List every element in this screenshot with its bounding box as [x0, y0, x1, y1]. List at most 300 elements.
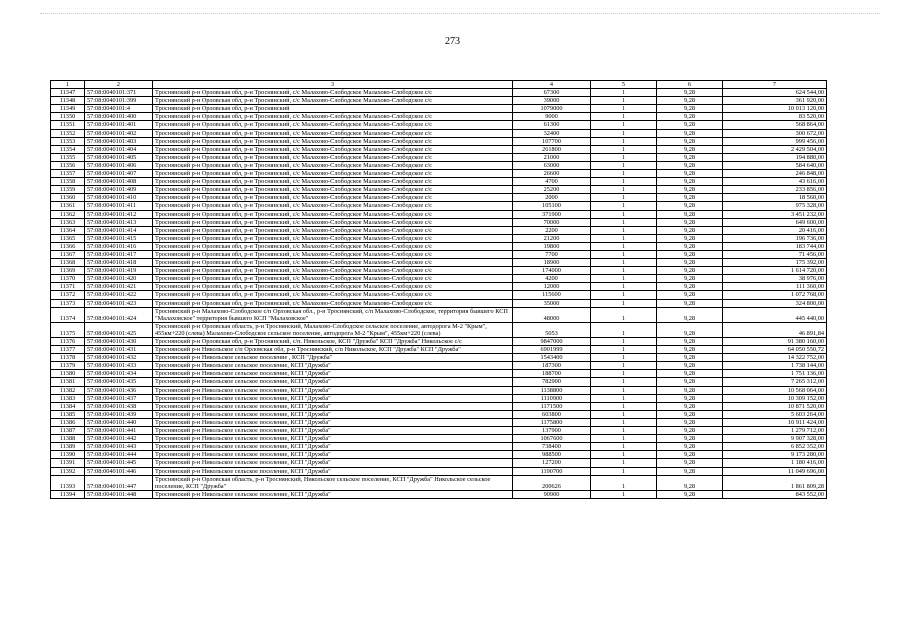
- row-number: 11369: [51, 267, 85, 275]
- table-row: [51, 218, 827, 226]
- register-table: [50, 80, 827, 499]
- address-cell: Троснянский р-н Орловская обл, р-н Троснянский, с/с Малахово-Слободское Малахово-Слободское с/с: [153, 186, 513, 194]
- table-row: [51, 490, 827, 498]
- cadastral-number: 57:08:0040101:416: [85, 242, 153, 250]
- row-number: 11361: [51, 202, 85, 210]
- count-cell: 1: [591, 97, 657, 105]
- table-row: [51, 226, 827, 234]
- address-cell: Троснянский р-н Никольское сельское поселение, КСП "Дружба": [153, 362, 513, 370]
- count-cell: 1: [591, 267, 657, 275]
- address-cell: Троснянский р-н Орловская обл, р-н Троснянский, с/с Малахово-Слободское Малахово-Слободское с/с: [153, 275, 513, 283]
- value-cell: 1 279 712,00: [723, 427, 827, 435]
- table-row: [51, 459, 827, 467]
- rate-cell: 9,28: [657, 121, 723, 129]
- area-cell: 1079000: [513, 105, 591, 113]
- table-row: [51, 338, 827, 346]
- table-row: [51, 275, 827, 283]
- value-cell: 649 600,00: [723, 218, 827, 226]
- rate-cell: 9,28: [657, 170, 723, 178]
- area-cell: 738400: [513, 443, 591, 451]
- row-number: 11372: [51, 291, 85, 299]
- rate-cell: 9,28: [657, 467, 723, 475]
- address-cell: Троснянский р-н Орловская область, р-н Троснянский, Никольское сельское поселение, КСП "Дружба" Никольское сельское поселение, КСП "Дружба": [153, 475, 513, 490]
- cadastral-number: 57:08:0040101:436: [85, 386, 153, 394]
- row-number: 11358: [51, 178, 85, 186]
- rate-cell: 9,28: [657, 354, 723, 362]
- rate-cell: 9,28: [657, 234, 723, 242]
- address-cell: Троснянский р-н Никольское сельское поселение, КСП "Дружба": [153, 378, 513, 386]
- row-number: 11354: [51, 145, 85, 153]
- scan-artifact-line: [40, 13, 880, 16]
- value-cell: 175 392,00: [723, 259, 827, 267]
- table-row: [51, 113, 827, 121]
- address-cell: Троснянский р-н Никольское сельское поселение, КСП "Дружба": [153, 410, 513, 418]
- address-cell: Троснянский р-н Орловская обл, р-н Троснянский, с/с Малахово-Слободское Малахово-Слободское с/с: [153, 137, 513, 145]
- cadastral-number: 57:08:0040101:433: [85, 362, 153, 370]
- cadastral-number: 57:08:0040101:430: [85, 338, 153, 346]
- cadastral-number: 57:08:0040101:437: [85, 394, 153, 402]
- address-cell: Троснянский р-н Орловская обл, р-н Троснянский, с/с Малахово-Слободское Малахово-Слободское с/с: [153, 226, 513, 234]
- count-cell: 1: [591, 418, 657, 426]
- address-cell: Троснянский р-н Орловская область, р-н Троснянский, Малахово-Слободское сельское поселение, автодорога М-2 "Крым", 455км+220 (слева) Малахово-Слободское сельское поселение, автодорога М-2 "Крым", 455км+220 (слева): [153, 322, 513, 337]
- rate-cell: 9,28: [657, 178, 723, 186]
- area-cell: 5053: [513, 322, 591, 337]
- area-cell: 261800: [513, 145, 591, 153]
- table-row: [51, 370, 827, 378]
- value-cell: 1 180 416,00: [723, 459, 827, 467]
- row-number: 11384: [51, 402, 85, 410]
- value-cell: 624 544,00: [723, 89, 827, 97]
- area-cell: 1543400: [513, 354, 591, 362]
- address-cell: Троснянский р-н Орловская обл, р-н Троснянский, с/с Малахово-Слободское Малахово-Слободское с/с: [153, 202, 513, 210]
- cadastral-number: 57:08:0040101:424: [85, 307, 153, 322]
- cadastral-number: 57:08:0040101:401: [85, 121, 153, 129]
- address-cell: Троснянский р-н Никольское сельское поселение, КСП "Дружба": [153, 451, 513, 459]
- rate-cell: 9,28: [657, 113, 723, 121]
- column-header: 6: [657, 81, 723, 89]
- area-cell: 187300: [513, 362, 591, 370]
- rate-cell: 9,28: [657, 307, 723, 322]
- cadastral-number: 57:08:0040101:4: [85, 105, 153, 113]
- rate-cell: 9,28: [657, 435, 723, 443]
- table-row: [51, 145, 827, 153]
- area-cell: 1110900: [513, 394, 591, 402]
- row-number: 11359: [51, 186, 85, 194]
- table-row: [51, 451, 827, 459]
- area-cell: 2200: [513, 226, 591, 234]
- count-cell: 1: [591, 410, 657, 418]
- count-cell: 1: [591, 338, 657, 346]
- cadastral-number: 57:08:0040101:431: [85, 346, 153, 354]
- count-cell: 1: [591, 153, 657, 161]
- value-cell: 10 309 152,00: [723, 394, 827, 402]
- count-cell: 1: [591, 443, 657, 451]
- count-cell: 1: [591, 346, 657, 354]
- count-cell: 1: [591, 490, 657, 498]
- cadastral-number: 57:08:0040101:400: [85, 113, 153, 121]
- table-row: [51, 210, 827, 218]
- value-cell: 1 751 136,00: [723, 370, 827, 378]
- value-cell: 111 360,00: [723, 283, 827, 291]
- value-cell: 1 861 809,28: [723, 475, 827, 490]
- table-header-row: [51, 81, 827, 89]
- row-number: 11390: [51, 451, 85, 459]
- row-number: 11387: [51, 427, 85, 435]
- address-cell: Троснянский р-н Малахово-Слободское с/п Орловская обл., р-н Троснянский, с/п Малахово-Слободское, территория бывшего КСП "Малаховское" территория бывшего КСП "Малаховское": [153, 307, 513, 322]
- cadastral-number: 57:08:0040101:418: [85, 259, 153, 267]
- count-cell: 1: [591, 129, 657, 137]
- cadastral-number: 57:08:0040101:434: [85, 370, 153, 378]
- count-cell: 1: [591, 386, 657, 394]
- count-cell: 1: [591, 218, 657, 226]
- count-cell: 1: [591, 105, 657, 113]
- address-cell: Троснянский р-н Орловская обл, р-н Троснянский, с/с Малахово-Слободское Малахово-Слободское с/с: [153, 234, 513, 242]
- area-cell: 35000: [513, 299, 591, 307]
- column-header: 2: [85, 81, 153, 89]
- row-number: 11368: [51, 259, 85, 267]
- rate-cell: 9,28: [657, 402, 723, 410]
- address-cell: Троснянский р-н Орловская обл, р-н Троснянский, с/с Малахово-Слободское Малахово-Слободское с/с: [153, 299, 513, 307]
- address-cell: Троснянский р-н Орловская обл, р-н Троснянский, с/с Малахово-Слободское Малахово-Слободское с/с: [153, 267, 513, 275]
- area-cell: 21000: [513, 153, 591, 161]
- rate-cell: 9,28: [657, 186, 723, 194]
- area-cell: 1067600: [513, 435, 591, 443]
- cadastral-number: 57:08:0040101:445: [85, 459, 153, 467]
- table-row: [51, 418, 827, 426]
- row-number: 11353: [51, 137, 85, 145]
- value-cell: 843 552,00: [723, 490, 827, 498]
- count-cell: 1: [591, 427, 657, 435]
- value-cell: 196 736,00: [723, 234, 827, 242]
- address-cell: Троснянский р-н Никольское сельское поселение, КСП "Дружба": [153, 443, 513, 451]
- count-cell: 1: [591, 250, 657, 258]
- row-number: 11381: [51, 378, 85, 386]
- count-cell: 1: [591, 370, 657, 378]
- value-cell: 246 848,00: [723, 170, 827, 178]
- count-cell: 1: [591, 121, 657, 129]
- table-row: [51, 105, 827, 113]
- row-number: 11349: [51, 105, 85, 113]
- row-number: 11347: [51, 89, 85, 97]
- cadastral-number: 57:08:0040101:422: [85, 291, 153, 299]
- row-number: 11371: [51, 283, 85, 291]
- cadastral-number: 57:08:0040101:448: [85, 490, 153, 498]
- rate-cell: 9,28: [657, 129, 723, 137]
- area-cell: 2000: [513, 194, 591, 202]
- count-cell: 1: [591, 475, 657, 490]
- rate-cell: 9,28: [657, 250, 723, 258]
- rate-cell: 9,28: [657, 226, 723, 234]
- count-cell: 1: [591, 307, 657, 322]
- count-cell: 1: [591, 194, 657, 202]
- value-cell: 9 907 328,00: [723, 435, 827, 443]
- area-cell: 174000: [513, 267, 591, 275]
- cadastral-number: 57:08:0040101:440: [85, 418, 153, 426]
- area-cell: 39000: [513, 97, 591, 105]
- address-cell: Троснянский р-н Никольское сельское поселение , КСП "Дружба": [153, 354, 513, 362]
- address-cell: Троснянский р-н Орловская обл, р-н Троснянский, с/с Малахово-Слободское Малахово-Слободское с/с: [153, 259, 513, 267]
- value-cell: 83 520,00: [723, 113, 827, 121]
- row-number: 11392: [51, 467, 85, 475]
- address-cell: Троснянский р-н Орловская обл, р-н Троснянский, с/с Малахово-Слободское Малахово-Слободское с/с: [153, 97, 513, 105]
- rate-cell: 9,28: [657, 259, 723, 267]
- cadastral-number: 57:08:0040101:412: [85, 210, 153, 218]
- table-row: [51, 170, 827, 178]
- address-cell: Троснянский р-н Орловская обл, р-н Троснянский, с/с Малахово-Слободское Малахово-Слободское с/с: [153, 129, 513, 137]
- count-cell: 1: [591, 394, 657, 402]
- area-cell: 9847000: [513, 338, 591, 346]
- value-cell: 5 603 264,00: [723, 410, 827, 418]
- rate-cell: 9,28: [657, 275, 723, 283]
- value-cell: 10 013 120,00: [723, 105, 827, 113]
- rate-cell: 9,28: [657, 97, 723, 105]
- value-cell: 43 616,00: [723, 178, 827, 186]
- table-row: [51, 129, 827, 137]
- address-cell: Троснянский р-н Никольское сельское поселение, КСП "Дружба": [153, 435, 513, 443]
- row-number: 11350: [51, 113, 85, 121]
- cadastral-number: 57:08:0040101:406: [85, 161, 153, 169]
- rate-cell: 9,28: [657, 362, 723, 370]
- cadastral-number: 57:08:0040101:420: [85, 275, 153, 283]
- table-row: [51, 299, 827, 307]
- row-number: 11363: [51, 218, 85, 226]
- address-cell: Троснянский р-н Никольское сельское поселение, КСП "Дружба": [153, 490, 513, 498]
- area-cell: 200626: [513, 475, 591, 490]
- count-cell: 1: [591, 291, 657, 299]
- value-cell: 1 614 720,00: [723, 267, 827, 275]
- value-cell: 324 800,00: [723, 299, 827, 307]
- area-cell: 90900: [513, 490, 591, 498]
- row-number: 11374: [51, 307, 85, 322]
- table-row: [51, 121, 827, 129]
- address-cell: Троснянский р-н Орловская обл, р-н Троснянский, с/п. Никольское, КСП "Дружба" КСП "Дружба" Никольское с/с: [153, 338, 513, 346]
- value-cell: 361 920,00: [723, 97, 827, 105]
- row-number: 11366: [51, 242, 85, 250]
- table-row: [51, 435, 827, 443]
- count-cell: 1: [591, 178, 657, 186]
- value-cell: 91 380 160,00: [723, 338, 827, 346]
- area-cell: 48000: [513, 307, 591, 322]
- area-cell: 988500: [513, 451, 591, 459]
- area-cell: 1175800: [513, 418, 591, 426]
- cadastral-number: 57:08:0040101:447: [85, 475, 153, 490]
- table-row: [51, 178, 827, 186]
- table-body: [51, 89, 827, 499]
- rate-cell: 9,28: [657, 161, 723, 169]
- rate-cell: 9,28: [657, 443, 723, 451]
- rate-cell: 9,28: [657, 89, 723, 97]
- rate-cell: 9,28: [657, 490, 723, 498]
- address-cell: Троснянский р-н Орловская обл, р-н Троснянский, с/с Малахово-Слободское Малахово-Слободское с/с: [153, 145, 513, 153]
- address-cell: Троснянский р-н Орловская обл, р-н Троснянский, с/с Малахово-Слободское Малахово-Слободское с/с: [153, 161, 513, 169]
- row-number: 11348: [51, 97, 85, 105]
- rate-cell: 9,28: [657, 346, 723, 354]
- area-cell: 1171500: [513, 402, 591, 410]
- value-cell: 975 328,00: [723, 202, 827, 210]
- area-cell: 32400: [513, 129, 591, 137]
- address-cell: Троснянский р-н Орловская обл, р-н Троснянский: [153, 105, 513, 113]
- rate-cell: 9,28: [657, 418, 723, 426]
- count-cell: 1: [591, 459, 657, 467]
- count-cell: 1: [591, 89, 657, 97]
- cadastral-number: 57:08:0040101:409: [85, 186, 153, 194]
- table-row: [51, 443, 827, 451]
- rate-cell: 9,28: [657, 202, 723, 210]
- cadastral-number: 57:08:0040101:371: [85, 89, 153, 97]
- area-cell: 9000: [513, 113, 591, 121]
- address-cell: Троснянский р-н Никольское сельское поселение, КСП "Дружба": [153, 394, 513, 402]
- value-cell: 14 322 752,00: [723, 354, 827, 362]
- area-cell: 371900: [513, 210, 591, 218]
- cadastral-number: 57:08:0040101:407: [85, 170, 153, 178]
- cadastral-number: 57:08:0040101:410: [85, 194, 153, 202]
- row-number: 11386: [51, 418, 85, 426]
- row-number: 11355: [51, 153, 85, 161]
- count-cell: 1: [591, 145, 657, 153]
- rate-cell: 9,28: [657, 459, 723, 467]
- area-cell: 21200: [513, 234, 591, 242]
- area-cell: 67300: [513, 89, 591, 97]
- row-number: 11364: [51, 226, 85, 234]
- value-cell: 18 560,00: [723, 194, 827, 202]
- count-cell: 1: [591, 186, 657, 194]
- row-number: 11379: [51, 362, 85, 370]
- rate-cell: 9,28: [657, 194, 723, 202]
- count-cell: 1: [591, 113, 657, 121]
- table-row: [51, 410, 827, 418]
- rate-cell: 9,28: [657, 427, 723, 435]
- count-cell: 1: [591, 210, 657, 218]
- value-cell: 999 456,00: [723, 137, 827, 145]
- table-row: [51, 267, 827, 275]
- value-cell: 20 416,00: [723, 226, 827, 234]
- rate-cell: 9,28: [657, 338, 723, 346]
- value-cell: 10 911 424,00: [723, 418, 827, 426]
- cadastral-number: 57:08:0040101:421: [85, 283, 153, 291]
- table-row: [51, 322, 827, 337]
- rate-cell: 9,28: [657, 451, 723, 459]
- cadastral-number: 57:08:0040101:425: [85, 322, 153, 337]
- rate-cell: 9,28: [657, 386, 723, 394]
- table-row: [51, 202, 827, 210]
- table-row: [51, 475, 827, 490]
- row-number: 11362: [51, 210, 85, 218]
- row-number: 11367: [51, 250, 85, 258]
- address-cell: Троснянский р-н Орловская обл, р-н Троснянский, с/с Малахово-Слободское Малахово-Слободское с/с: [153, 218, 513, 226]
- cadastral-number: 57:08:0040101:417: [85, 250, 153, 258]
- area-cell: 70000: [513, 218, 591, 226]
- cadastral-number: 57:08:0040101:444: [85, 451, 153, 459]
- cadastral-number: 57:08:0040101:435: [85, 378, 153, 386]
- area-cell: 188700: [513, 370, 591, 378]
- value-cell: 233 856,00: [723, 186, 827, 194]
- area-cell: 1138800: [513, 386, 591, 394]
- address-cell: Троснянский р-н Никольское сельское поселение, КСП "Дружба": [153, 402, 513, 410]
- rate-cell: 9,28: [657, 370, 723, 378]
- table-row: [51, 283, 827, 291]
- value-cell: 183 744,00: [723, 242, 827, 250]
- area-cell: 603800: [513, 410, 591, 418]
- area-cell: 4700: [513, 178, 591, 186]
- cadastral-number: 57:08:0040101:438: [85, 402, 153, 410]
- area-cell: 115600: [513, 291, 591, 299]
- row-number: 11388: [51, 435, 85, 443]
- cadastral-number: 57:08:0040101:402: [85, 129, 153, 137]
- table-row: [51, 307, 827, 322]
- cadastral-number: 57:08:0040101:405: [85, 153, 153, 161]
- count-cell: 1: [591, 451, 657, 459]
- column-header: 4: [513, 81, 591, 89]
- value-cell: 9 173 280,00: [723, 451, 827, 459]
- value-cell: 64 050 550,72: [723, 346, 827, 354]
- rate-cell: 9,28: [657, 322, 723, 337]
- count-cell: 1: [591, 170, 657, 178]
- rate-cell: 9,28: [657, 378, 723, 386]
- address-cell: Троснянский р-н Орловская обл, р-н Троснянский, с/с Малахово-Слободское Малахово-Слободское с/с: [153, 283, 513, 291]
- row-number: 11389: [51, 443, 85, 451]
- count-cell: 1: [591, 322, 657, 337]
- area-cell: 26600: [513, 170, 591, 178]
- table-row: [51, 259, 827, 267]
- table-row: [51, 402, 827, 410]
- area-cell: 105100: [513, 202, 591, 210]
- cadastral-number: 57:08:0040101:399: [85, 97, 153, 105]
- row-number: 11378: [51, 354, 85, 362]
- area-cell: 1190700: [513, 467, 591, 475]
- table-row: [51, 362, 827, 370]
- table-row: [51, 137, 827, 145]
- address-cell: Троснянский р-н Орловская обл, р-н Троснянский, с/с Малахово-Слободское Малахово-Слободское с/с: [153, 113, 513, 121]
- value-cell: 38 976,00: [723, 275, 827, 283]
- rate-cell: 9,28: [657, 218, 723, 226]
- count-cell: 1: [591, 234, 657, 242]
- address-cell: Троснянский р-н Орловская обл, р-н Троснянский, с/с Малахово-Слободское Малахово-Слободское с/с: [153, 210, 513, 218]
- value-cell: 7 265 312,00: [723, 378, 827, 386]
- address-cell: Троснянский р-н Орловская обл, р-н Троснянский, с/с Малахово-Слободское Малахово-Слободское с/с: [153, 250, 513, 258]
- row-number: 11382: [51, 386, 85, 394]
- address-cell: Троснянский р-н Орловская обл, р-н Троснянский, с/с Малахово-Слободское Малахово-Слободское с/с: [153, 89, 513, 97]
- row-number: 11385: [51, 410, 85, 418]
- row-number: 11351: [51, 121, 85, 129]
- cadastral-number: 57:08:0040101:414: [85, 226, 153, 234]
- cadastral-number: 57:08:0040101:404: [85, 145, 153, 153]
- table-row: [51, 186, 827, 194]
- table-row: [51, 194, 827, 202]
- value-cell: 46 891,84: [723, 322, 827, 337]
- row-number: 11373: [51, 299, 85, 307]
- value-cell: 2 429 504,00: [723, 145, 827, 153]
- value-cell: 445 440,00: [723, 307, 827, 322]
- row-number: 11352: [51, 129, 85, 137]
- value-cell: 568 864,00: [723, 121, 827, 129]
- area-cell: 25200: [513, 186, 591, 194]
- count-cell: 1: [591, 362, 657, 370]
- row-number: 11380: [51, 370, 85, 378]
- column-header: 1: [51, 81, 85, 89]
- cadastral-number: 57:08:0040101:419: [85, 267, 153, 275]
- area-cell: 137900: [513, 427, 591, 435]
- area-cell: 782900: [513, 378, 591, 386]
- rate-cell: 9,28: [657, 410, 723, 418]
- rate-cell: 9,28: [657, 105, 723, 113]
- count-cell: 1: [591, 137, 657, 145]
- row-number: 11376: [51, 338, 85, 346]
- value-cell: 71 456,00: [723, 250, 827, 258]
- rate-cell: 9,28: [657, 267, 723, 275]
- address-cell: Троснянский р-н Орловская обл, р-н Троснянский, с/с Малахово-Слободское Малахово-Слободское с/с: [153, 170, 513, 178]
- address-cell: Троснянский р-н Орловская обл, р-н Троснянский, с/с Малахово-Слободское Малахово-Слободское с/с: [153, 153, 513, 161]
- address-cell: Троснянский р-н Никольское сельское поселение, КСП "Дружба": [153, 467, 513, 475]
